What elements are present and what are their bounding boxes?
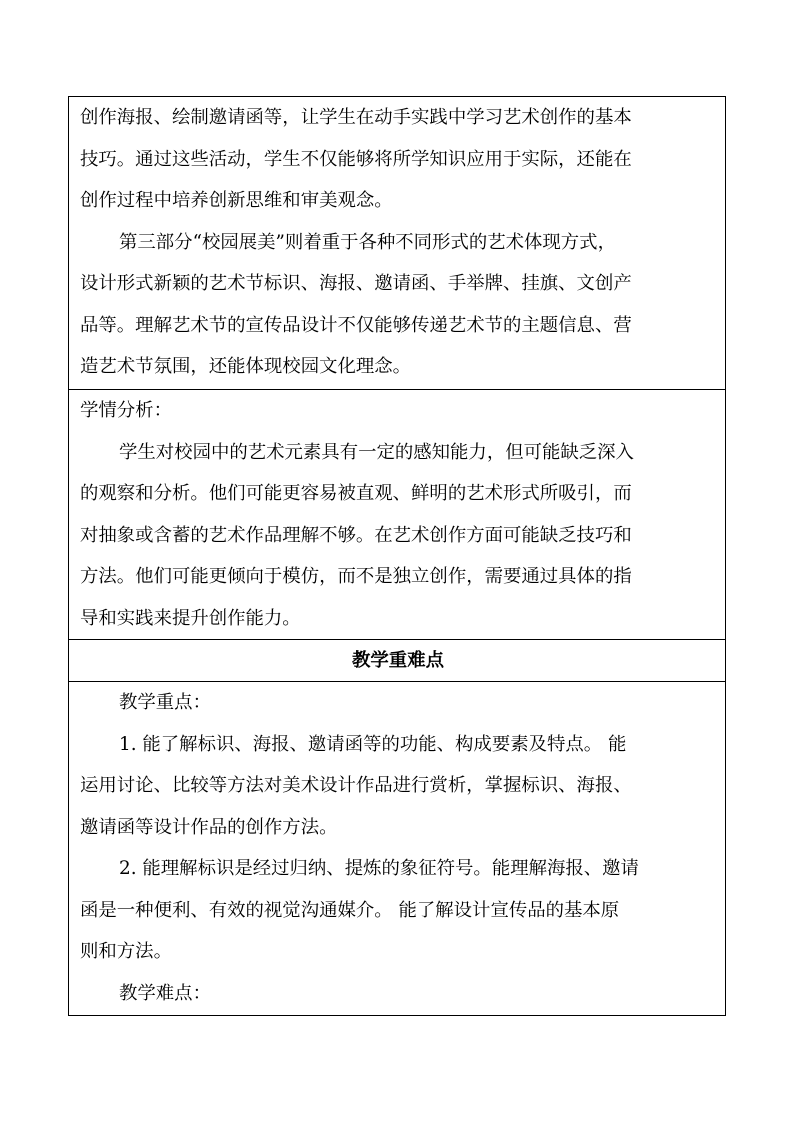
text-line: 技巧。通过这些活动，学生不仅能够将所学知识应用于实际，还能在 — [80, 148, 632, 170]
text-line: 1. 能了解标识、海报、邀请函等的功能、构成要素及特点。 能 — [119, 733, 627, 755]
text-line: 第三部分“校园展美”则着重于各种不同形式的艺术体现方式， — [119, 231, 616, 253]
text-line: 设计形式新颖的艺术节标识、海报、邀请函、手举牌、挂旗、文创产 — [80, 273, 632, 294]
text-line: 品等。理解艺术节的宣传品设计不仅能够传递艺术节的主题信息、营 — [80, 314, 632, 336]
teaching-difficulty-label: 教学难点： — [119, 982, 211, 1004]
text-line: 学生对校园中的艺术元素具有一定的感知能力，但可能缺乏深入 — [119, 441, 634, 463]
student-analysis-cell — [69, 389, 725, 639]
activity-description-cell — [69, 97, 725, 389]
text-line: 2. 能理解标识是经过归纳、提炼的象征符号。能理解海报、邀请 — [119, 858, 639, 879]
text-line: 创作过程中培养创新思维和审美观念。 — [80, 190, 393, 211]
teaching-focus-label: 教学重点： — [119, 692, 211, 713]
section-heading: 教学重难点 — [69, 639, 725, 681]
lesson-plan-table — [68, 96, 726, 1016]
text-line: 邀请函等设计作品的创作方法。 — [80, 816, 338, 838]
text-line: 造艺术节氛围，还能体现校园文化理念。 — [80, 356, 412, 377]
text-line: 则和方法。 — [80, 941, 172, 962]
teaching-focus-cell — [69, 681, 725, 1015]
text-line: 方法。他们可能更倾向于模仿，而不是独立创作，需要通过具体的指 — [80, 566, 632, 587]
text-line: 运用讨论、比较等方法对美术设计作品进行赏析，掌握标识、海报、 — [80, 775, 632, 796]
text-line: 的观察和分析。他们可能更容易被直观、鲜明的艺术形式所吸引，而 — [80, 483, 632, 504]
text-line: 创作海报、绘制邀请函等，让学生在动手实践中学习艺术创作的基本 — [80, 107, 632, 128]
text-line: 导和实践来提升创作能力。 — [80, 607, 301, 629]
text-line: 对抽象或含蓄的艺术作品理解不够。在艺术创作方面可能缺乏技巧和 — [80, 524, 632, 546]
student-analysis-label: 学情分析： — [80, 400, 172, 421]
text-line: 函是一种便利、有效的视觉沟通媒介。 能了解设计宣传品的基本原 — [80, 899, 620, 921]
